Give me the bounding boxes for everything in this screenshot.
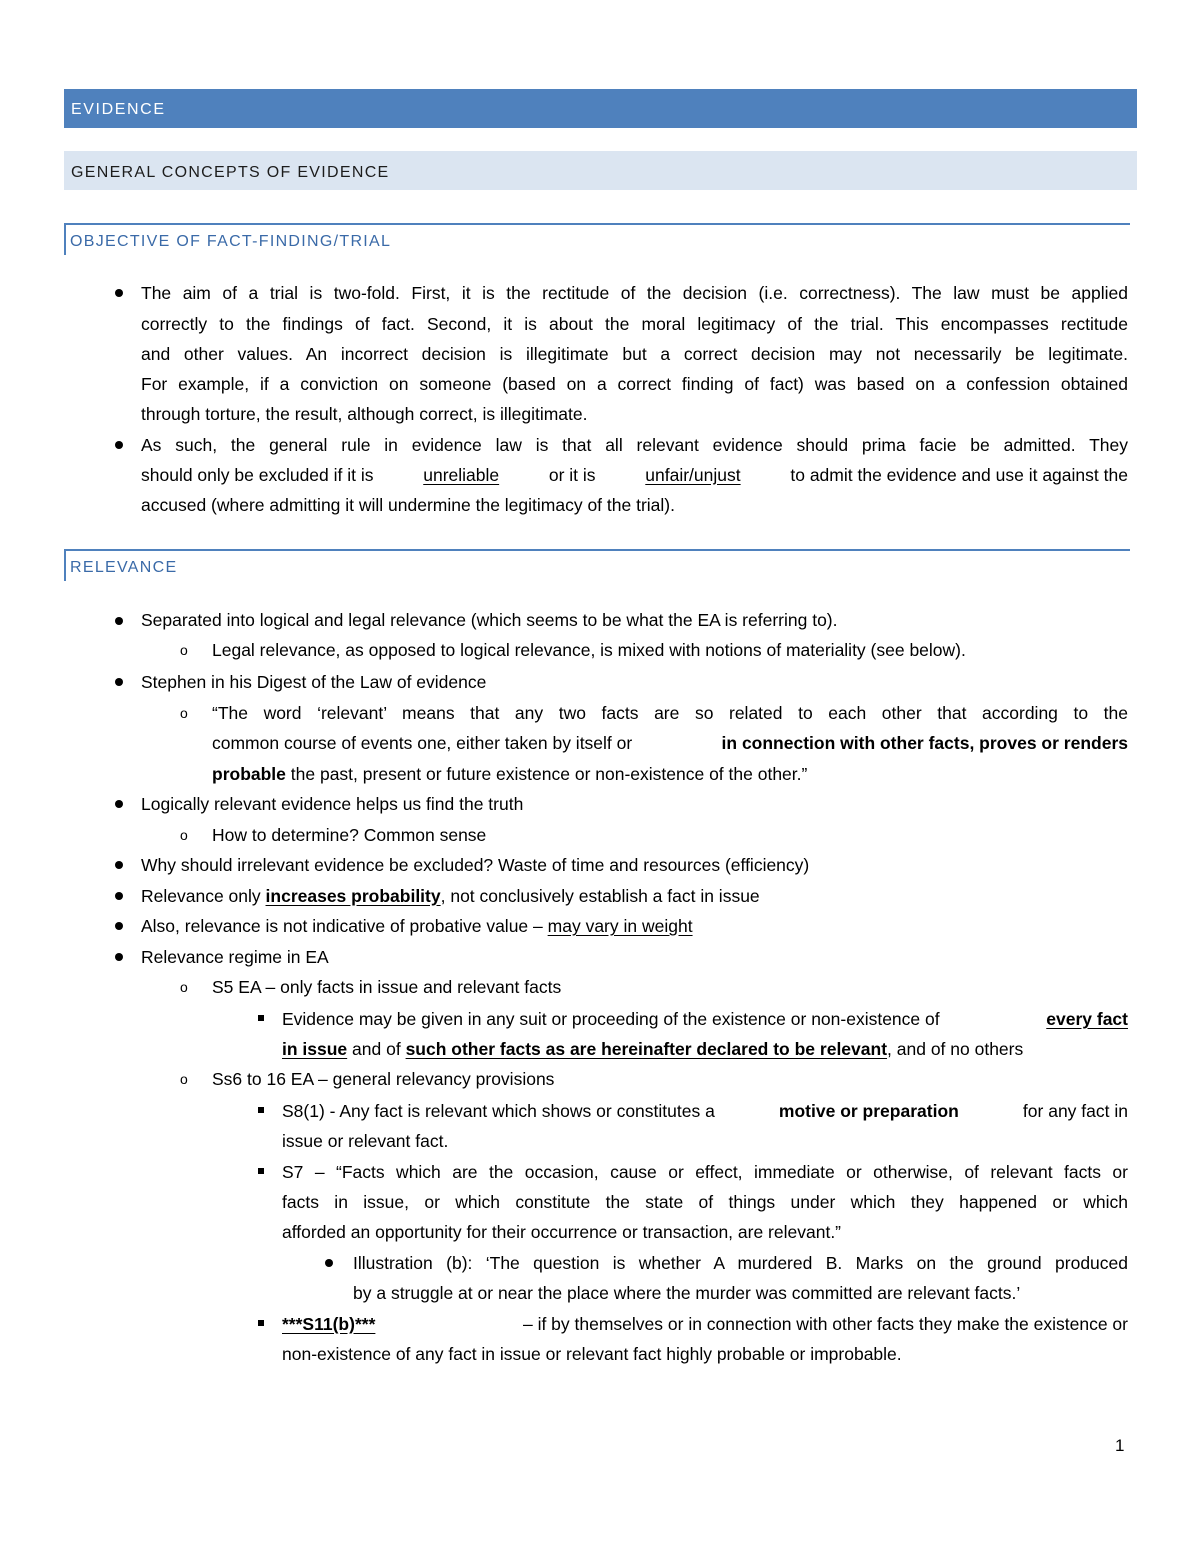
para-line: For example, if a conviction on someone (based on a correct finding of fact) was based on a confession obtained xyxy=(141,374,1128,394)
list-item: Stephen in his Digest of the Law of evidence xyxy=(141,672,487,692)
quote-line: common course of events one, either taken by itself or in connection with other facts, proves or renders xyxy=(212,733,1128,753)
square-bullet-icon xyxy=(258,1168,264,1174)
quote-line: “The word ‘relevant’ means that any two facts are so related to each other that according to the xyxy=(212,703,1128,723)
sub-bullet-icon: o xyxy=(180,705,188,721)
sub-bullet-icon: o xyxy=(180,827,188,843)
underlined-term: unfair/unjust xyxy=(645,465,741,485)
list-item: Evidence may be given in any suit or proceeding of the existence or non-existence of every fact xyxy=(282,1009,1128,1029)
bullet-icon xyxy=(115,678,123,686)
page-number: 1 xyxy=(1115,1436,1125,1455)
bullet-icon xyxy=(325,1259,333,1267)
section-heading-objective: OBJECTIVE OF FACT-FINDING/TRIAL xyxy=(64,223,1130,255)
section-heading-relevance: RELEVANCE xyxy=(64,549,1130,581)
list-item: in issue and of such other facts as are hereinafter declared to be relevant, and of no others xyxy=(282,1039,1024,1059)
list-item: ***S11(b)*** – if by themselves or in connection with other facts they make the existence or xyxy=(282,1314,1128,1334)
list-item: Relevance only increases probability, not conclusively establish a fact in issue xyxy=(141,886,760,906)
bullet-icon xyxy=(115,800,123,808)
square-bullet-icon xyxy=(258,1107,264,1113)
list-item: issue or relevant fact. xyxy=(282,1131,449,1151)
list-item: Illustration (b): ‘The question is whether A murdered B. Marks on the ground produced xyxy=(353,1253,1128,1273)
list-item: S8(1) - Any fact is relevant which shows or constitutes a motive or preparation for any fact in xyxy=(282,1101,1128,1121)
list-item: facts in issue, or which constitute the state of things under which they happened or which xyxy=(282,1192,1128,1212)
list-item: Separated into logical and legal relevance (which seems to be what the EA is referring to). xyxy=(141,610,838,630)
list-item: Legal relevance, as opposed to logical relevance, is mixed with notions of materiality (see below). xyxy=(212,640,966,660)
para-line: The aim of a trial is two-fold. First, it is the rectitude of the decision (i.e. correctness). The law must be applied xyxy=(141,283,1128,303)
list-item: Why should irrelevant evidence be excluded? Waste of time and resources (efficiency) xyxy=(141,855,810,875)
quote-line: probable the past, present or future existence or non-existence of the other.” xyxy=(212,764,808,784)
para-line: and other values. An incorrect decision is illegitimate but a correct decision may not necessarily be legitimate. xyxy=(141,344,1128,364)
bullet-icon xyxy=(115,441,123,449)
list-item: afforded an opportunity for their occurrence or transaction, are relevant.” xyxy=(282,1222,842,1242)
para-line: through torture, the result, although correct, is illegitimate. xyxy=(141,404,588,424)
bullet-icon xyxy=(115,953,123,961)
sub-bullet-icon: o xyxy=(180,642,188,658)
bullet-icon xyxy=(115,922,123,930)
list-item: Relevance regime in EA xyxy=(141,947,329,967)
bullet-icon xyxy=(115,617,123,625)
list-item: How to determine? Common sense xyxy=(212,825,487,845)
sub-bullet-icon: o xyxy=(180,979,188,995)
document-subtitle: GENERAL CONCEPTS OF EVIDENCE xyxy=(64,151,1137,190)
para-line: accused (where admitting it will undermine the legitimacy of the trial). xyxy=(141,495,675,515)
list-item: S5 EA – only facts in issue and relevant facts xyxy=(212,977,562,997)
para-line: As such, the general rule in evidence law is that all relevant evidence should prima facie be admitted. They xyxy=(141,435,1128,455)
list-item: S7 – “Facts which are the occasion, cause or effect, immediate or otherwise, of relevant facts or xyxy=(282,1162,1128,1182)
list-item: Also, relevance is not indicative of probative value – may vary in weight xyxy=(141,916,693,936)
square-bullet-icon xyxy=(258,1320,264,1326)
bullet-icon xyxy=(115,289,123,297)
bullet-icon xyxy=(115,892,123,900)
list-item: Logically relevant evidence helps us find the truth xyxy=(141,794,524,814)
square-bullet-icon xyxy=(258,1015,264,1021)
sub-bullet-icon: o xyxy=(180,1071,188,1087)
document-title: EVIDENCE xyxy=(64,89,1137,128)
list-item: Ss6 to 16 EA – general relevancy provisions xyxy=(212,1069,555,1089)
list-item: by a struggle at or near the place where the murder was committed are relevant facts.’ xyxy=(353,1283,1021,1303)
para-line: should only be excluded if it is unreliable or it is unfair/unjust to admit the evidence and use it against the xyxy=(141,465,1128,485)
underlined-term: unreliable xyxy=(423,465,500,485)
para-line: correctly to the findings of fact. Second, it is about the moral legitimacy of the trial. This encompasses rectitude xyxy=(141,314,1128,334)
bullet-icon xyxy=(115,861,123,869)
list-item: non-existence of any fact in issue or relevant fact highly probable or improbable. xyxy=(282,1344,902,1364)
